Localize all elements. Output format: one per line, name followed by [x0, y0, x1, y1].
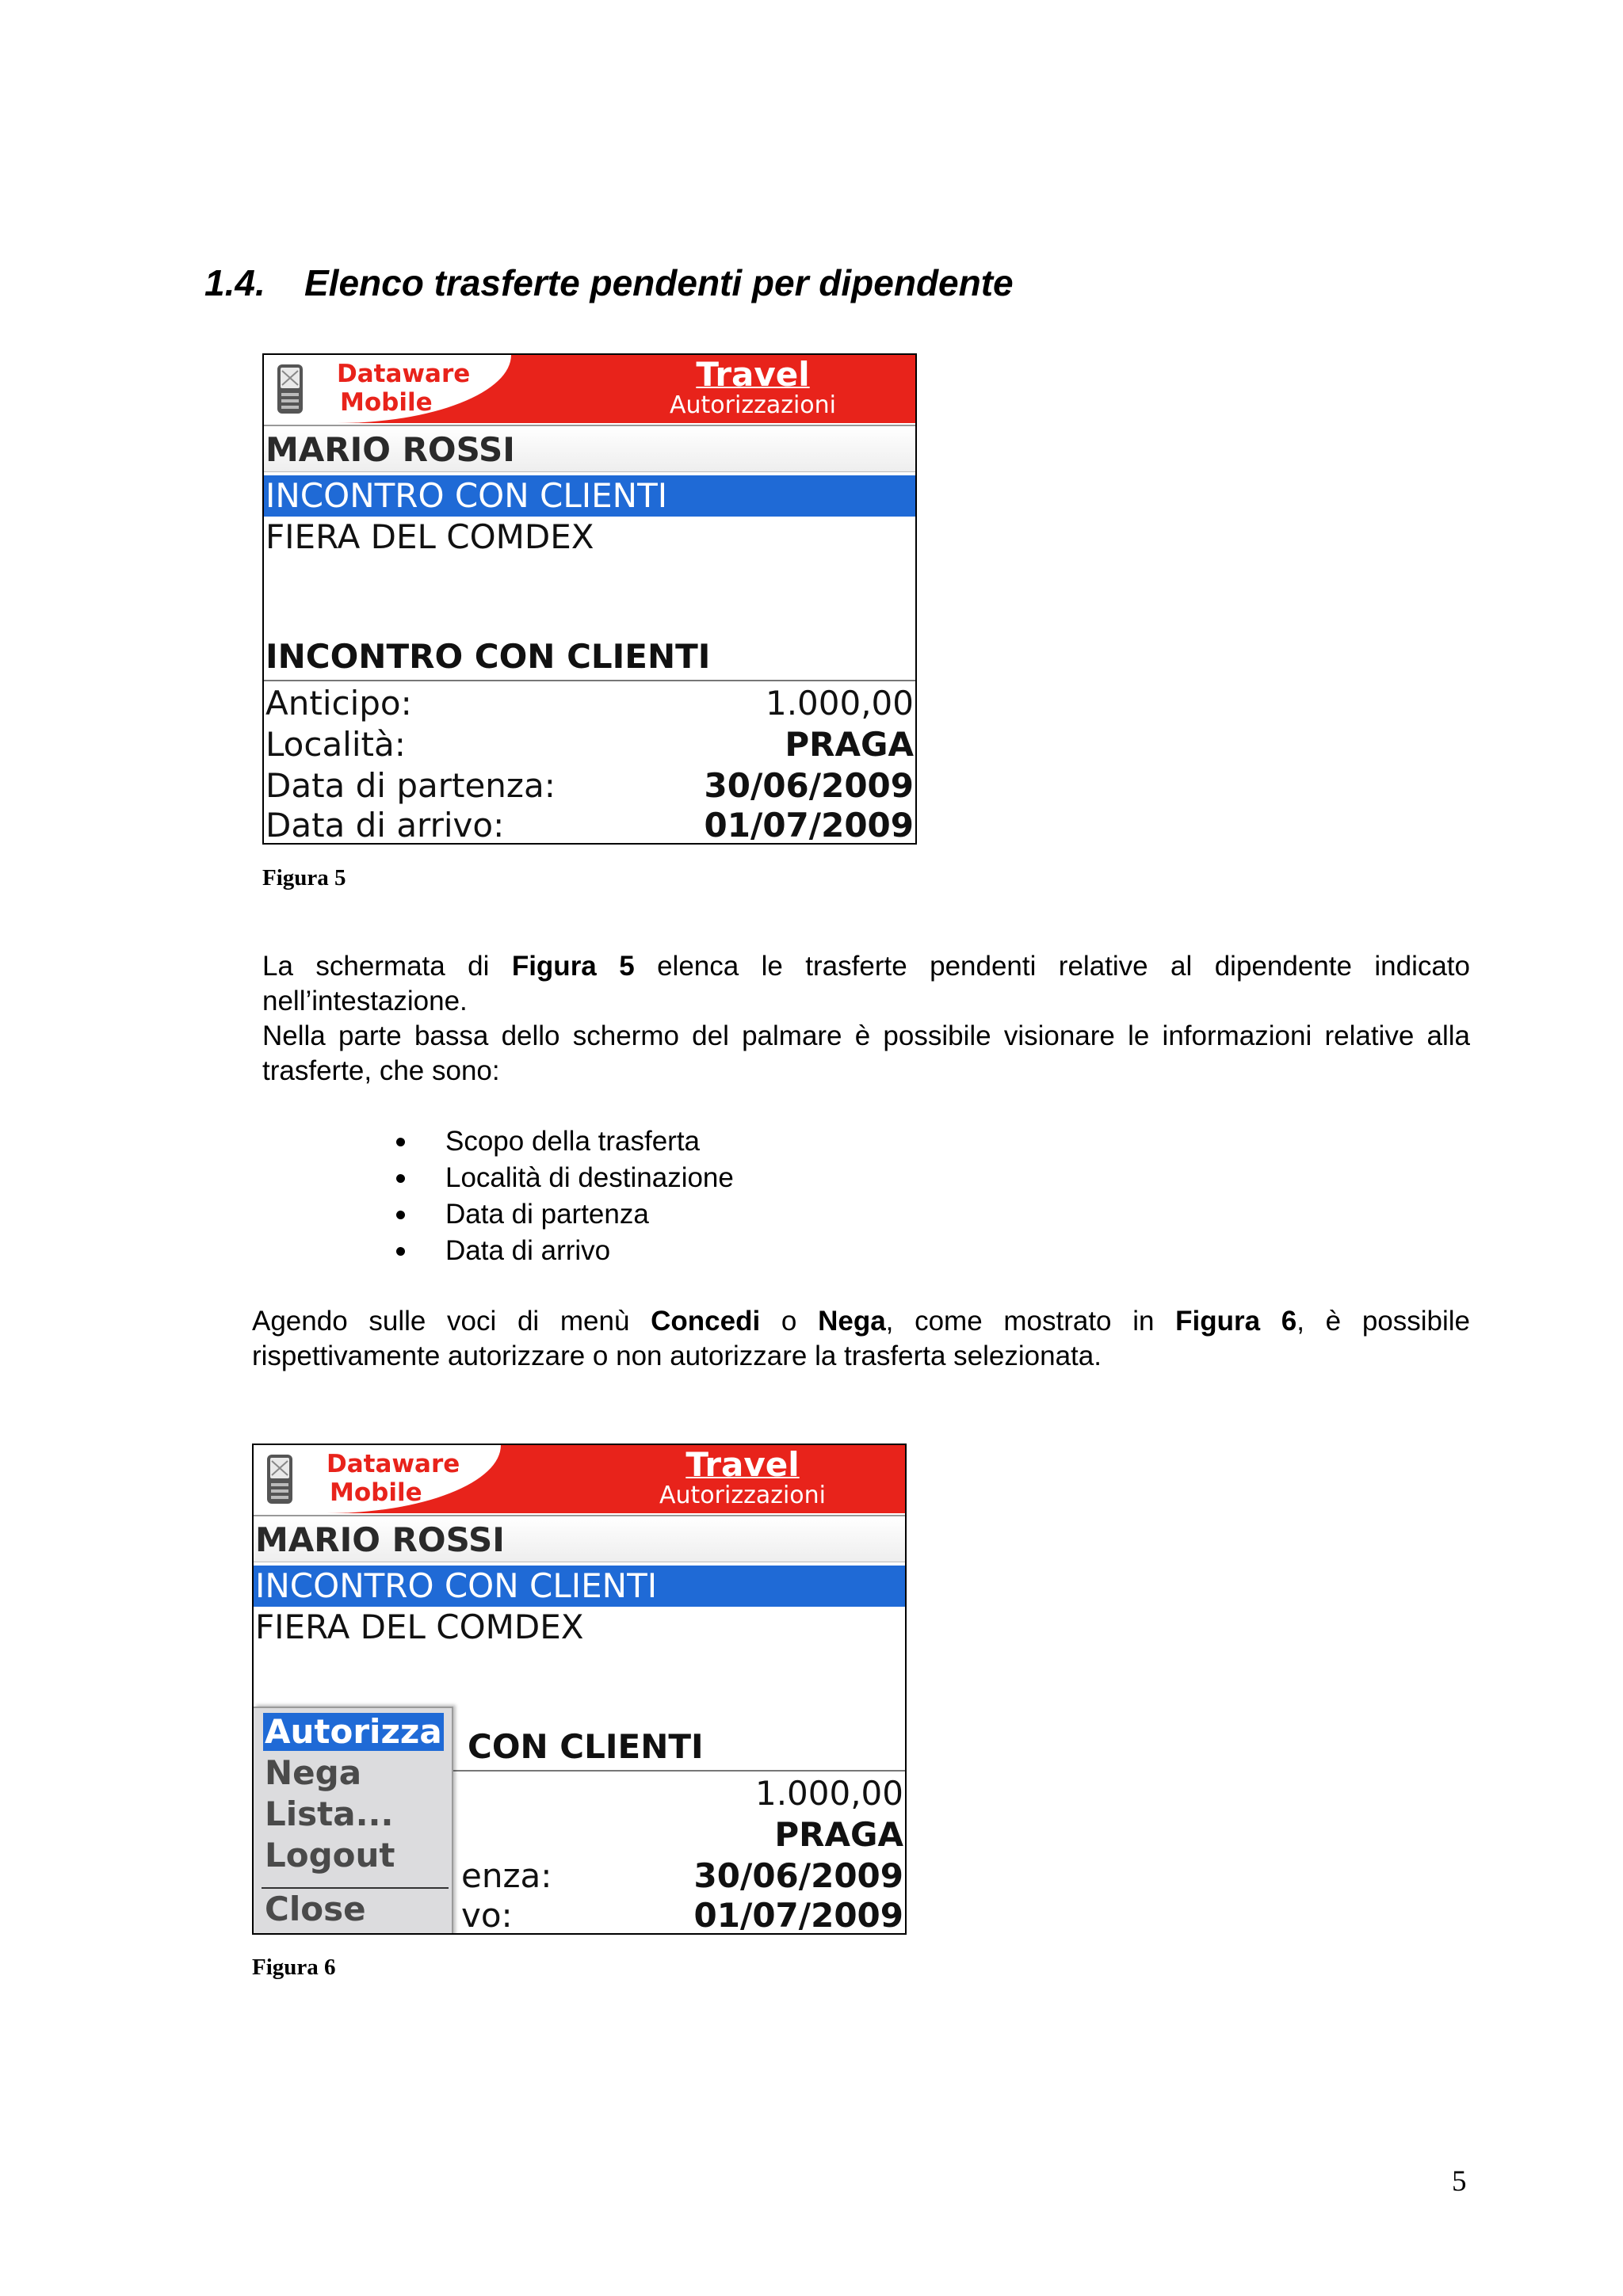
app-subtitle: Autorizzazioni	[670, 391, 836, 419]
list-item: Località di destinazione	[396, 1160, 734, 1196]
detail-row-localita: Località: PRAGA	[265, 725, 914, 764]
list-item: Data di partenza	[396, 1196, 734, 1233]
trip-list-item[interactable]: INCONTRO CON CLIENTI	[254, 1566, 905, 1607]
trip-list-item[interactable]: FIERA DEL COMDEX	[255, 1608, 584, 1646]
section-number: 1.4.	[204, 262, 265, 303]
app-header	[254, 1445, 905, 1513]
menu-item-logout[interactable]: Logout	[265, 1836, 395, 1875]
menu-item-autorizza[interactable]: Autorizza	[265, 1712, 442, 1751]
brand-logo: Dataware Mobile	[327, 1450, 460, 1507]
detail-row-localita: PRAGA	[774, 1815, 903, 1854]
detail-row-arrivo: Data di arrivo: 01/07/2009	[265, 806, 914, 845]
employee-name: MARIO ROSSI	[264, 425, 915, 472]
menu-separator	[262, 1887, 449, 1889]
description-paragraphs	[262, 949, 1470, 1089]
page-number: 5	[1452, 2165, 1467, 2198]
trip-list-item[interactable]: FIERA DEL COMDEX	[265, 517, 594, 556]
app-title: Travel	[696, 355, 810, 394]
figure-6-screenshot	[252, 1444, 907, 1935]
trip-info-list	[396, 1123, 734, 1269]
handheld-device-icon	[265, 1453, 295, 1505]
list-item: Scopo della trasferta	[396, 1123, 734, 1160]
section-heading	[204, 261, 1014, 304]
trip-detail-title: CON CLIENTI	[254, 1722, 905, 1772]
detail-row-partenza: Data di partenza: 30/06/2009	[265, 766, 914, 805]
employee-name: MARIO ROSSI	[254, 1515, 905, 1562]
detail-row-partenza: enza: 30/06/2009	[461, 1856, 903, 1895]
app-header	[264, 355, 915, 423]
detail-row-anticipo: Anticipo: 1.000,00	[265, 684, 914, 723]
app-title-block	[577, 1445, 905, 1508]
figure-5-caption: Figura 5	[262, 865, 346, 891]
paragraph-2: Nella parte bassa dello schermo del palmare è possibile visionare le informazioni relative alla trasferte, che sono:	[262, 1020, 1470, 1086]
list-item: Data di arrivo	[396, 1233, 734, 1269]
trip-list-item[interactable]: INCONTRO CON CLIENTI	[264, 475, 915, 517]
app-title: Travel	[685, 1445, 800, 1484]
trip-detail-title: INCONTRO CON CLIENTI	[264, 632, 915, 681]
figure-6-caption: Figura 6	[252, 1955, 336, 1980]
paragraph-1: La schermata di Figura 5 elenca le trasferte pendenti relative al dipendente indicato nell’intestazione.	[262, 951, 1470, 1016]
paragraph-3: Agendo sulle voci di menù Concedi o Nega, come mostrato in Figura 6, è possibile rispettivamente autorizzare o non autorizzare la trasferta selezionata.	[252, 1306, 1471, 1371]
detail-row-anticipo: 1.000,00	[754, 1774, 903, 1813]
detail-row-arrivo: vo: 01/07/2009	[461, 1896, 903, 1935]
menu-item-close[interactable]: Close	[265, 1890, 366, 1928]
app-title-block	[587, 355, 915, 418]
section-title: Elenco trasferte pendenti per dipendente	[304, 262, 1014, 303]
handheld-device-icon	[275, 363, 305, 415]
figure-5-screenshot	[262, 353, 917, 845]
brand-logo: Dataware Mobile	[337, 360, 471, 417]
context-menu	[254, 1707, 453, 1935]
menu-item-lista[interactable]: Lista...	[265, 1794, 394, 1833]
menu-item-nega[interactable]: Nega	[265, 1753, 362, 1792]
app-subtitle: Autorizzazioni	[659, 1482, 826, 1509]
